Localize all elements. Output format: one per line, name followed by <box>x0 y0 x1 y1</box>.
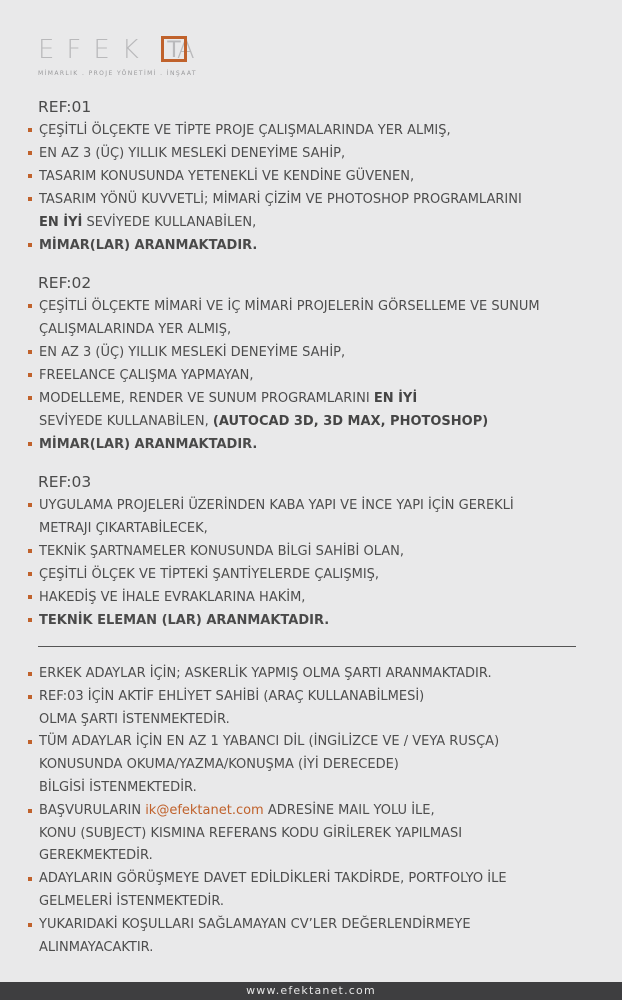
company-logo <box>38 36 238 86</box>
list-item: ÇEŞİTLİ ÖLÇEK VE TİPTEKİ ŞANTİYELERDE ÇALIŞMIŞ, <box>26 563 586 586</box>
list-item: MİMAR(LAR) ARANMAKTADIR. <box>26 234 586 257</box>
ref-02-heading: REF:02 <box>38 274 92 292</box>
list-item: ÇEŞİTLİ ÖLÇEKTE MİMARİ VE İÇ MİMARİ PROJELERİN GÖRSELLEME VE SUNUM ÇALIŞMALARINDA YER ALMIŞ, <box>26 295 586 341</box>
ref-03-list <box>26 494 586 632</box>
list-item: MODELLEME, RENDER VE SUNUM PROGRAMLARINI EN İYİ SEVİYEDE KULLANABİLEN, (AUTOCAD 3D, 3D MAX, PHOTOSHOP) <box>26 387 586 433</box>
list-item: TEKNİK ELEMAN (LAR) ARANMAKTADIR. <box>26 609 586 632</box>
job-posting-body <box>26 95 586 959</box>
list-item: ÇEŞİTLİ ÖLÇEKTE VE TİPTE PROJE ÇALIŞMALARINDA YER ALMIŞ, <box>26 119 586 142</box>
list-item: FREELANCE ÇALIŞMA YAPMAYAN, <box>26 364 586 387</box>
list-item: TASARIM YÖNÜ KUVVETLİ; MİMARİ ÇİZİM VE PHOTOSHOP PROGRAMLARINI EN İYİ SEVİYEDE KULLANABİLEN, <box>26 188 586 234</box>
list-item: UYGULAMA PROJELERİ ÜZERİNDEN KABA YAPI VE İNCE YAPI İÇİN GEREKLİ METRAJI ÇIKARTABİLECEK, <box>26 494 586 540</box>
ref-01-list <box>26 119 586 257</box>
website-footer[interactable]: www.efektanet.com <box>0 982 622 1000</box>
logo-tagline: MİMARLIK . PROJE YÖNETİMİ . İNŞAAT <box>38 70 197 77</box>
list-item: TÜM ADAYLAR İÇİN EN AZ 1 YABANCI DİL (İNGİLİZCE VE / VEYA RUSÇA) KONUSUNDA OKUMA/YAZMA/KONUŞMA (İYİ DERECEDE) BİLGİSİ İSTENMEKTEDİR. <box>26 731 586 799</box>
general-notes-list <box>26 663 586 959</box>
list-item: REF:03 İÇİN AKTİF EHLİYET SAHİBİ (ARAÇ KULLANABİLMESİ) OLMA ŞARTI İSTENMEKTEDİR. <box>26 686 586 732</box>
list-item: BAŞVURULARIN ik@efektanet.com ADRESİNE MAIL YOLU İLE, KONU (SUBJECT) KISMINA REFERANS KODU GİRİLEREK YAPILMASI GEREKMEKTEDİR. <box>26 800 586 868</box>
list-item: TEKNİK ŞARTNAMELER KONUSUNDA BİLGİ SAHİBİ OLAN, <box>26 540 586 563</box>
list-item: EN AZ 3 (ÜÇ) YILLIK MESLEKİ DENEYİME SAHİP, <box>26 142 586 165</box>
list-item: MİMAR(LAR) ARANMAKTADIR. <box>26 433 586 456</box>
ref-03-heading: REF:03 <box>38 473 92 491</box>
section-divider <box>38 646 576 647</box>
logo-box-mark: T <box>161 36 187 62</box>
list-item: HAKEDİŞ VE İHALE EVRAKLARINA HAKİM, <box>26 586 586 609</box>
list-item: ADAYLARIN GÖRÜŞMEYE DAVET EDİLDİKLERİ TAKDİRDE, PORTFOLYO İLE GELMELERİ İSTENMEKTEDİR. <box>26 868 586 914</box>
list-item: ERKEK ADAYLAR İÇİN; ASKERLİK YAPMIŞ OLMA ŞARTI ARANMAKTADIR. <box>26 663 586 686</box>
list-item: EN AZ 3 (ÜÇ) YILLIK MESLEKİ DENEYİME SAHİP, <box>26 341 586 364</box>
list-item: TASARIM KONUSUNDA YETENEKLİ VE KENDİNE GÜVENEN, <box>26 165 586 188</box>
ref-01-heading: REF:01 <box>38 98 92 116</box>
list-item: YUKARIDAKİ KOŞULLARI SAĞLAMAYAN CV’LER DEĞERLENDİRMEYE ALINMAYACAKTIR. <box>26 914 586 960</box>
email-link[interactable]: ik@efektanet.com <box>145 802 264 818</box>
logo-letters: EFEK A <box>38 35 207 65</box>
ref-02-list <box>26 295 586 456</box>
